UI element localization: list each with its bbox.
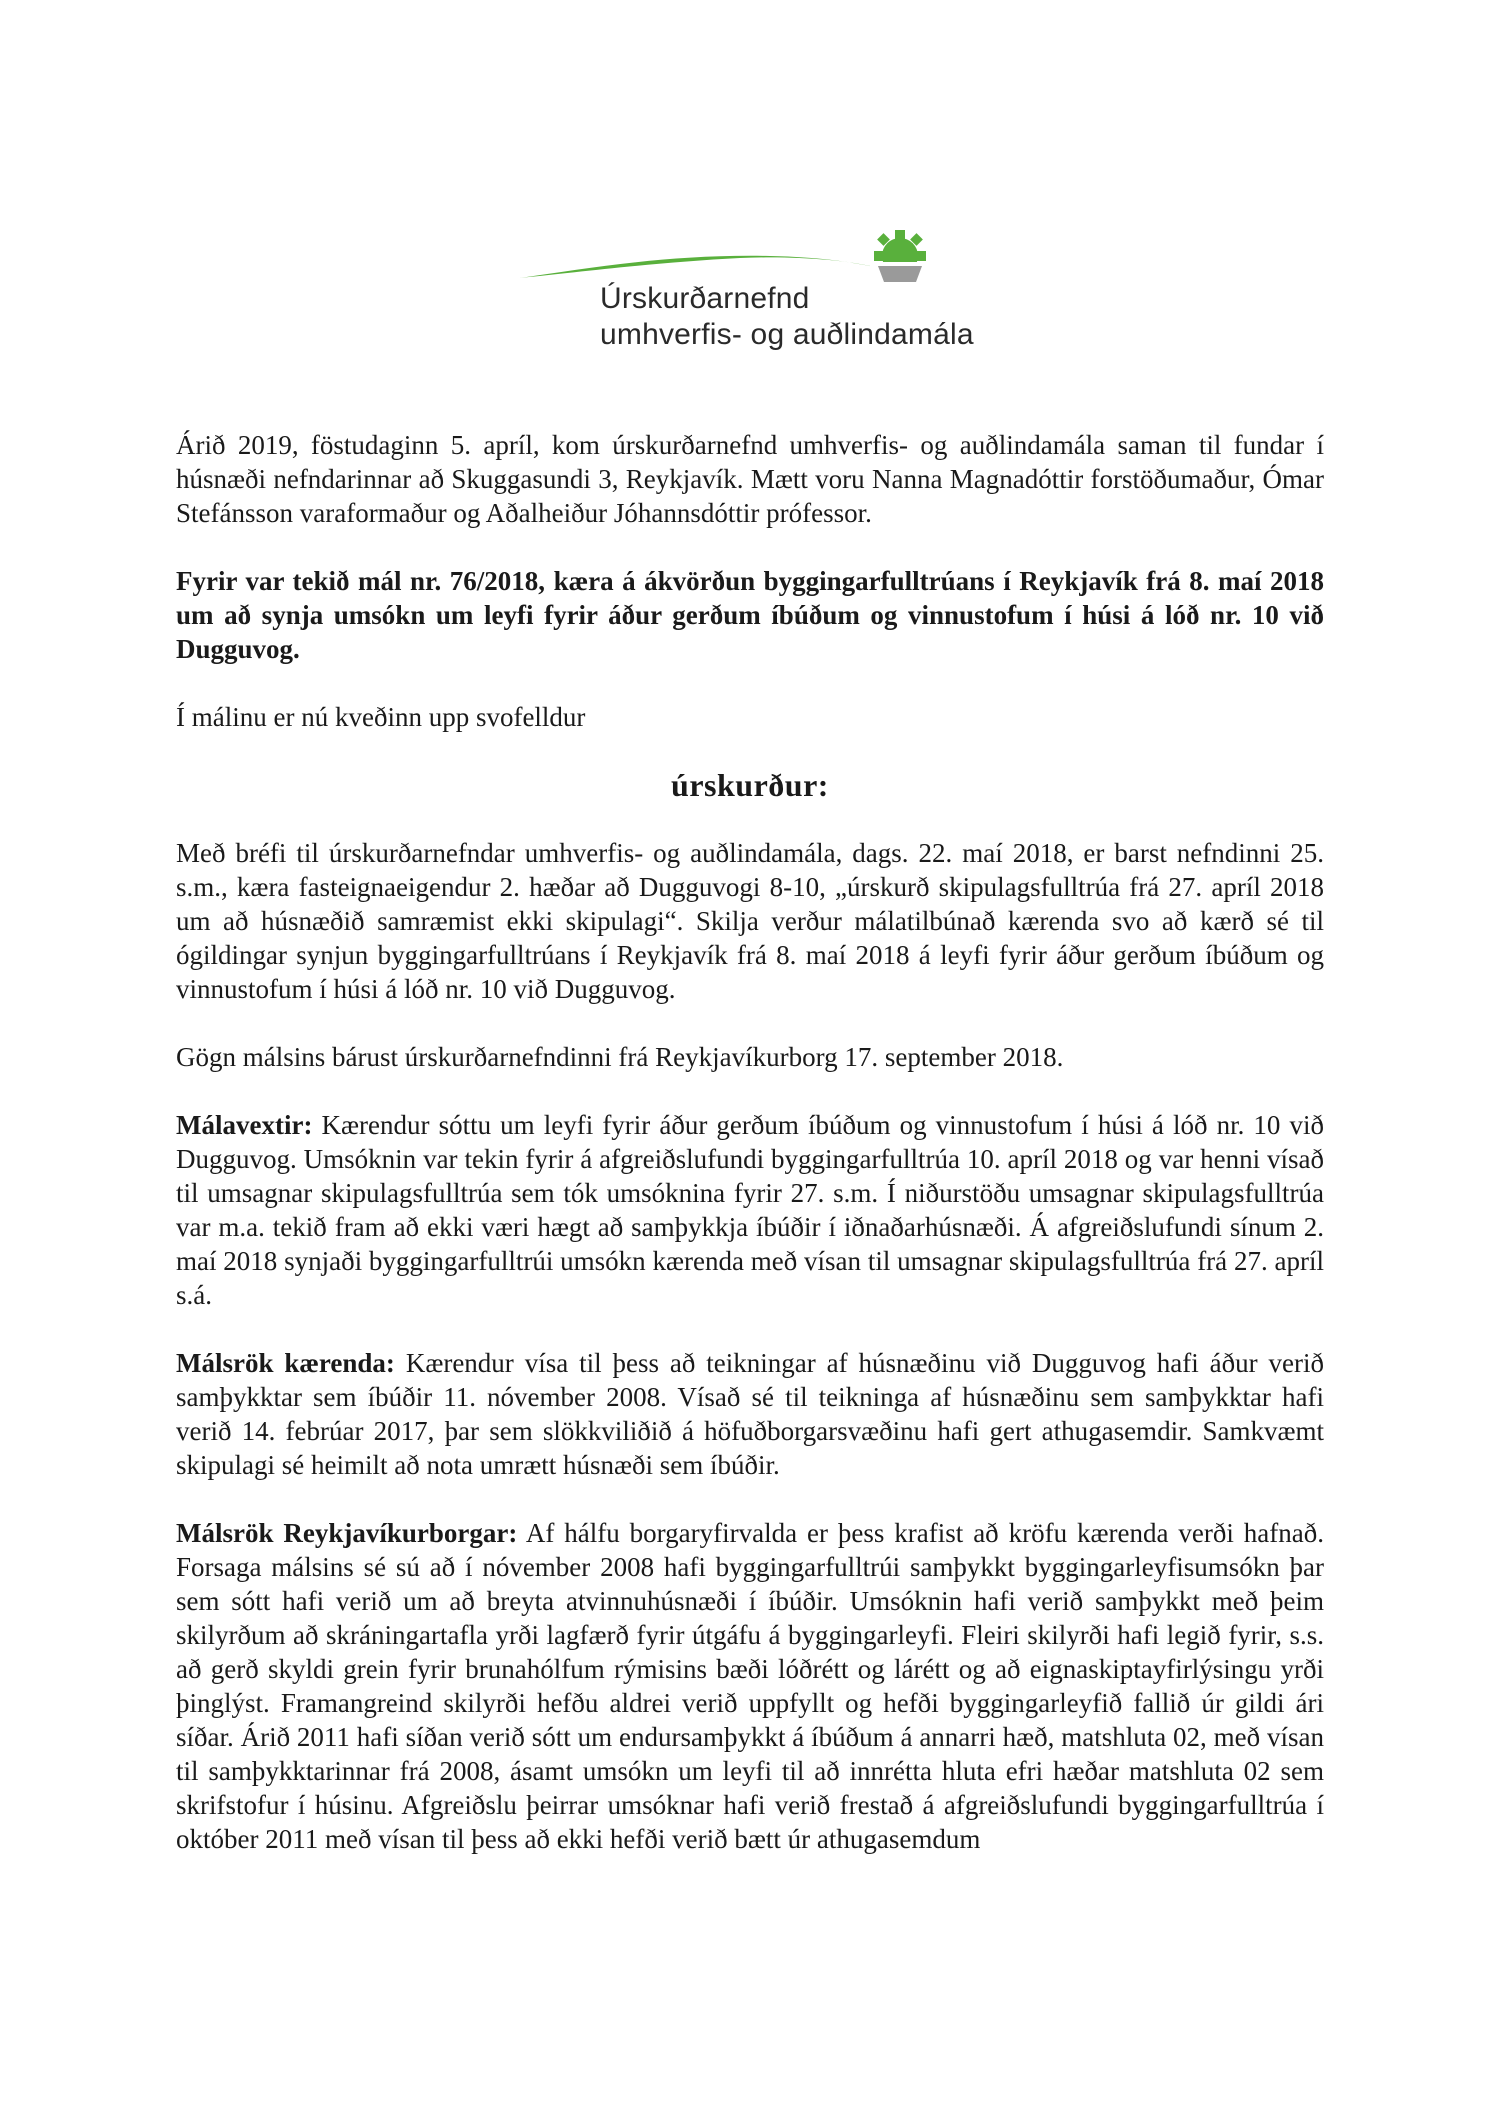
documents-paragraph: Gögn málsins bárust úrskurðarnefndinni frá Reykjavíkurborg 17. september 2018. [176,1042,1064,1072]
appellants-paragraph [176,1346,1324,1482]
logo [520,218,980,358]
letter-paragraph: Með bréfi til úrskurðarnefndar umhverfis- og auðlindamála, dags. 22. maí 2018, er barst nefndinni 25. s.m., kæra fasteignaeigendur 2. hæðar að Dugguvogi 8-10, „úrskurð skipulagsfulltrúa frá 27. apríl 2018 um að húsnæðið samræmist ekki skipulagi“. Skilja verður málatilbúnað kærenda svo að kærð sé til ógildingar synjun byggingarfulltrúans í Reykjavík frá 8. maí 2018 á leyfi fyrir áður gerðum íbúðum og vinnustofum í húsi á lóð nr. 10 við Dugguvog. [176,838,1324,1004]
facts-text: Kærendur sóttu um leyfi fyrir áður gerðum íbúðum og vinnustofum í húsi á lóð nr. 10 við Dugguvog. Umsóknin var tekin fyrir á afgreiðslufundi byggingarfulltrúa 10. apríl 2018 og var henni vísað til umsagnar skipulagsfulltrúa sem tók umsóknina fyrir 27. s.m. Í niðurstöðu umsagnar skipulagsfulltrúa var m.a. tekið fram að ekki væri hægt að samþykkja íbúðir í iðnaðarhúsnæði. Á afgreiðslufundi sínum 2. maí 2018 synjaði byggingarfulltrúi umsókn kærenda með vísan til umsagnar skipulagsfulltrúa frá 27. apríl s.á. [176,1110,1324,1310]
city-paragraph [176,1516,1324,1856]
logo-title: Úrskurðarnefnd [600,282,810,315]
logo-subtitle: umhverfis- og auðlindamála [600,318,974,351]
document-body [176,428,1324,1890]
intro-paragraph: Árið 2019, föstudaginn 5. apríl, kom úrskurðarnefnd umhverfis- og auðlindamála saman til fundar í húsnæði nefndarinnar að Skuggasundi 3, Reykjavík. Mætt voru Nanna Magnadóttir forstöðumaður, Ómar Stefánsson varaformaður og Aðalheiður Jóhannsdóttir prófessor. [176,430,1324,528]
facts-label: Málavextir: [176,1110,313,1140]
logo-swoosh-gear-icon [520,218,980,288]
appellants-text: Kærendur vísa til þess að teikningar af húsnæðinu við Dugguvog hafi áður verið samþykktar sem íbúðir 11. nóvember 2008. Vísað sé til teikninga af húsnæðinu sem samþykktar hafi verið 14. febrúar 2017, þar sem slökkviliðið á höfuðborgarsvæðinu hafi gert athugasemdir. Samkvæmt skipulagi sé heimilt að nota umrætt húsnæði sem íbúðir. [176,1348,1324,1480]
facts-paragraph [176,1108,1324,1312]
city-text: Af hálfu borgaryfirvalda er þess krafist að kröfu kærenda verði hafnað. Forsaga málsins sé sú að í nóvember 2008 hafi byggingarfulltrúi samþykkt byggingarleyfisumsókn þar sem sótt hafi verið um að breyta atvinnuhúsnæði í íbúðir. Umsóknin hafi verið samþykkt með þeim skilyrðum að skráningartafla yrði lagfærð fyrir útgáfu á byggingarleyfi. Fleiri skilyrði hafi legið fyrir, s.s. að gerð skyldi grein fyrir brunahólfum rýmisins bæði lóðrétt og lárétt og að eignaskiptayfirlýsingu yrði þinglýst. Framangreind skilyrði hefðu aldrei verið uppfyllt og hefði byggingarleyfið fallið úr gildi ári síðar. Árið 2011 hafi síðan verið sótt um endursamþykkt á íbúðum á annarri hæð, matshluta 02, með vísan til samþykktarinnar frá 2008, ásamt umsókn um leyfi til að innrétta hluta efri hæðar matshluta 02 sem skrifstofur í húsinu. Afgreiðslu þeirrar umsóknar hafi verið frestað á afgreiðslufundi byggingarfulltrúa í október 2011 með vísan til þess að ekki hefði verið bætt úr athugasemdum [176,1518,1324,1854]
appellants-label: Málsrök kærenda: [176,1348,395,1378]
case-title: Fyrir var tekið mál nr. 76/2018, kæra á ákvörðun byggingarfulltrúans í Reykjavík frá 8. maí 2018 um að synja umsókn um leyfi fyrir áður gerðum íbúðum og vinnustofum í húsi á lóð nr. 10 við Dugguvog. [176,566,1324,664]
ruling-heading: úrskurður: [671,767,829,803]
city-label: Málsrök Reykjavíkurborgar: [176,1518,518,1548]
ruling-intro: Í málinu er nú kveðinn upp svofelldur [176,702,586,732]
